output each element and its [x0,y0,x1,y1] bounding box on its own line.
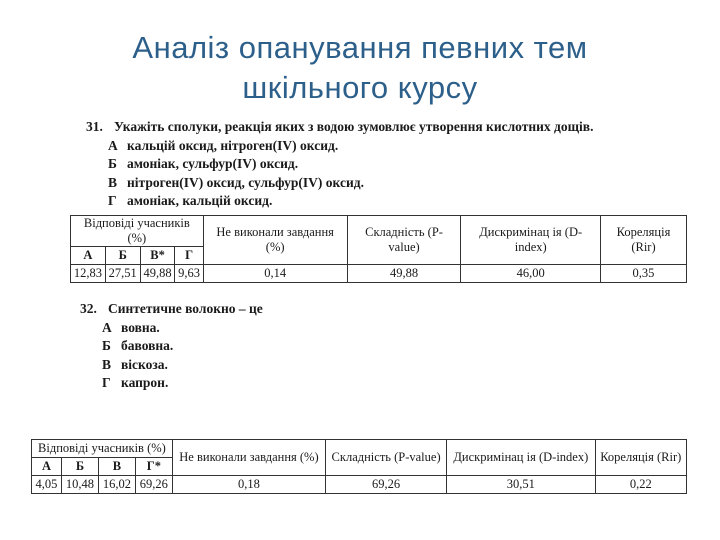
value-v: 49,88 [140,265,175,283]
value-discrimination: 46,00 [461,265,601,283]
question-31-text: Укажіть сполуки, реакція яких з водою зумовлює утворення кислотних дощів. [114,119,594,134]
question-31-option-b [86,155,593,174]
option-letter: Г [102,375,111,390]
option-letter: В [102,356,112,372]
responses-header: Відповіді учасників (%) [71,216,204,247]
value-b: 27,51 [105,265,140,283]
col-g: Г [175,247,203,265]
question-31-stats-table [70,215,687,283]
question-32-text: Синтетичне волокно – це [108,301,263,316]
col-b: Б [61,458,98,476]
value-a: 4,05 [32,476,62,494]
question-31-option-v [86,174,593,193]
correlation-header: Кореляція (Rir) [600,216,686,265]
option-letter: Г [108,193,117,208]
table-row [71,265,687,283]
value-correlation: 0,22 [595,476,686,494]
question-32 [80,300,263,393]
question-31-option-a [86,137,593,156]
value-not-done: 0,14 [203,265,347,283]
not-done-header: Не виконали завдання (%) [172,440,325,476]
col-g: Г* [135,458,172,476]
value-correlation: 0,35 [600,265,686,283]
not-done-header: Не виконали завдання (%) [203,216,347,265]
col-v: В* [140,247,175,265]
col-b: Б [105,247,140,265]
question-32-option-a [80,319,263,338]
option-text: вовна. [121,319,160,335]
discrimination-header: Дискримінац ія (D-index) [461,216,601,265]
question-32-number: 32. [80,301,97,316]
difficulty-header: Складність (P-value) [326,440,447,476]
option-text: кальцій оксид, нітроген(IV) оксид. [127,137,339,153]
value-not-done: 0,18 [172,476,325,494]
value-difficulty: 69,26 [326,476,447,494]
correlation-header: Кореляція (Rir) [595,440,686,476]
value-difficulty: 49,88 [347,265,461,283]
discrimination-header: Дискримінац ія (D-index) [447,440,595,476]
table-header-row [71,216,687,247]
option-text: віскоза. [121,356,168,372]
title-line-1: Аналіз опанування певних тем [132,30,588,65]
option-text: амоніак, кальцій оксид. [127,193,273,208]
title-line-2: шкільного курсу [242,70,478,105]
question-32-line [80,300,263,319]
value-discrimination: 30,51 [447,476,595,494]
option-letter: А [102,319,112,335]
option-text: нітроген(IV) оксид, сульфур(IV) оксид. [127,174,364,190]
option-text: бавовна. [121,338,174,353]
question-31-line [86,118,593,137]
option-letter: Б [102,338,111,353]
col-a: А [71,247,106,265]
question-31 [86,118,593,211]
option-text: амоніак, сульфур(IV) оксид. [127,156,299,171]
question-32-option-g [80,374,263,393]
value-g: 9,63 [175,265,203,283]
question-32-option-v [80,356,263,375]
value-g: 69,26 [135,476,172,494]
option-letter: В [108,174,118,190]
slide-title [0,28,720,108]
value-b: 10,48 [61,476,98,494]
value-v: 16,02 [98,476,135,494]
question-32-option-b [80,337,263,356]
table-header-row [32,440,687,458]
table-row [32,476,687,494]
value-a: 12,83 [71,265,106,283]
responses-header: Відповіді учасників (%) [32,440,173,458]
question-32-stats-table [31,439,687,494]
option-letter: Б [108,156,117,171]
col-a: А [32,458,62,476]
difficulty-header: Складність (P-value) [347,216,461,265]
option-letter: А [108,137,118,153]
question-31-option-g [86,192,593,211]
col-v: В [98,458,135,476]
option-text: капрон. [121,375,169,390]
question-31-number: 31. [86,119,103,134]
